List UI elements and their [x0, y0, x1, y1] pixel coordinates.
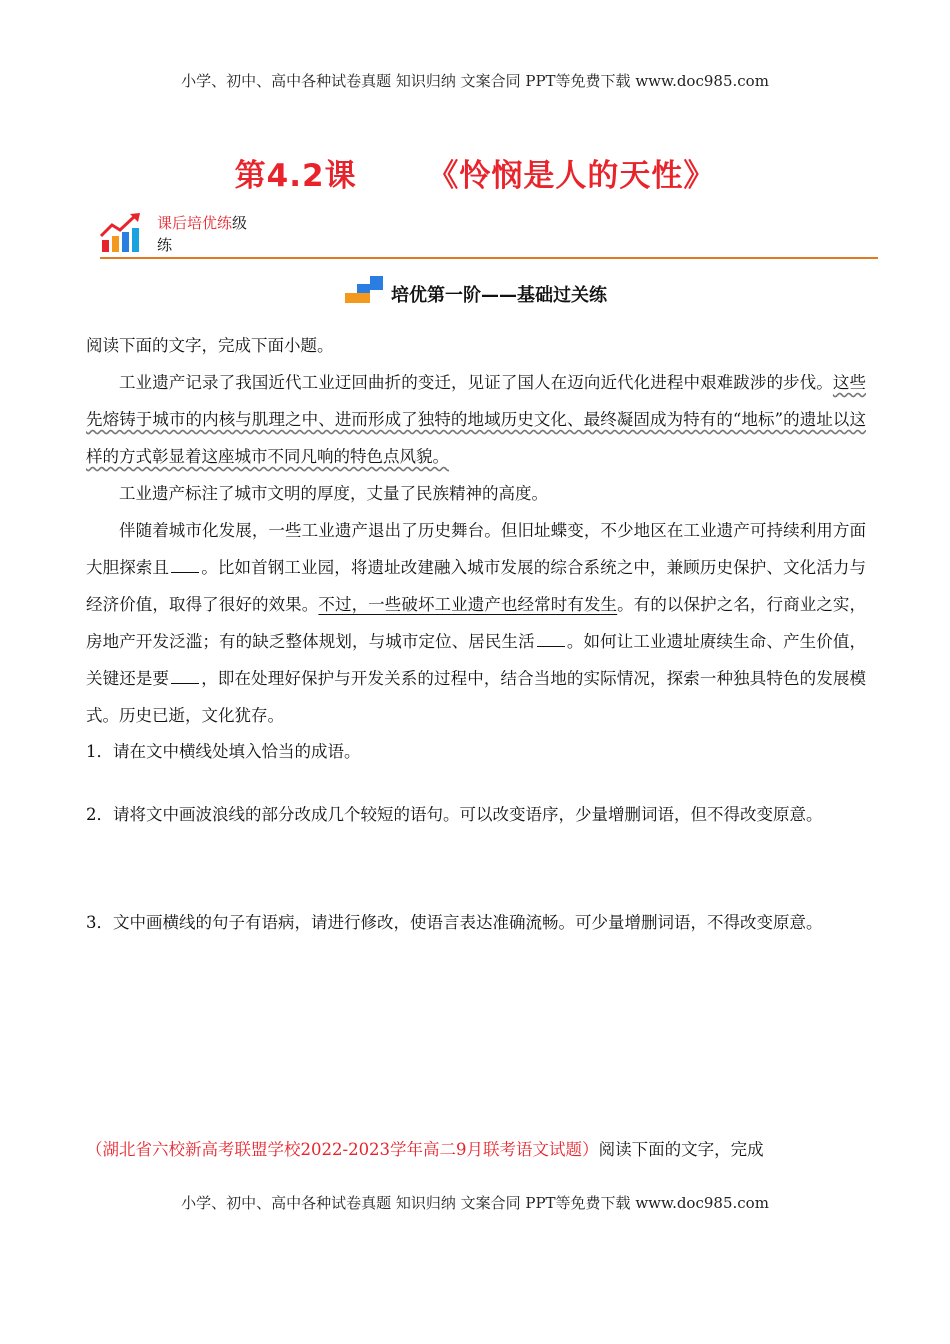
passage-text: 工业遗产记录了我国近代工业迂回曲折的变迁，见证了国人在迈向近代化进程中艰难跋涉的步伐。: [119, 373, 833, 392]
source-line: [86, 1136, 886, 1160]
passage-paragraph-2: 工业遗产标注了城市文明的厚度，丈量了民族精神的高度。: [119, 484, 548, 503]
badge-label: [157, 212, 267, 256]
badge-label-black: 级: [232, 214, 248, 232]
passage-text: ，即在处理好保护与开发关系的过程中，结合当地的实际情况，探索一种独具特色的发展模式。历史已逝，文化犹存。: [86, 669, 867, 725]
question-2: 2．请将文中画波浪线的部分改成几个较短的语句。可以改变语序，少量增删词语，但不得改变原意。: [86, 805, 823, 824]
passage-paragraph-3: [86, 512, 866, 734]
passage-text: 。如何让工业遗址赓续生命、产生价值，关键还是要: [86, 632, 867, 688]
page-header: 小学、初中、高中各种试卷真题 知识归纳 文案合同 PPT等免费下载 www.doc985.com: [181, 72, 769, 90]
passage-text: 。比如首钢工业园，将遗址改建融入城市发展的综合系统之中，兼顾历史保护、文化活力与经济价值，取得了很好的效果。: [86, 558, 867, 614]
lesson-title: 第4.2课 《怜悯是人的天性》: [234, 158, 716, 194]
instruction-text: 阅读下面的文字，完成下面小题。: [86, 336, 334, 355]
wavy-underlined-sentence: 这些先熔铸于城市的内核与肌理之中、进而形成了独特的地域历史文化、最终凝固成为特有的“地标”的遗址以这样的方式彰显着这座城市不同凡响的特色点风貌。: [86, 373, 867, 466]
section-divider: [100, 257, 878, 259]
badge-label-red: 课后培优练: [157, 214, 233, 232]
stairs-icon: [343, 275, 385, 305]
source-citation: （湖北省六校新高考联盟学校2022-2023学年高二9月联考语文试题）: [86, 1140, 599, 1159]
question-3: 3．文中画横线的句子有语病，请进行修改，使语言表达准确流畅。可少量增删词语，不得改变原意。: [86, 913, 823, 932]
practice-badge: [100, 208, 880, 260]
passage-paragraph-1: [86, 364, 866, 475]
section-heading: [0, 275, 950, 307]
underlined-sentence: 不过，一些破坏工业遗产也经常时有发生: [318, 595, 618, 614]
passage-text: 。有的以保护之名，行商业之实，房地产开发泛滥；有的缺乏整体规划，与城市定位、居民生活: [86, 595, 867, 651]
question-1: 1．请在文中横线处填入恰当的成语。: [86, 742, 361, 761]
badge-label-black-2: 练: [157, 236, 173, 254]
growth-chart-icon: [100, 212, 144, 254]
section-title: 培优第一阶——基础过关练: [391, 285, 607, 306]
passage-text: 伴随着城市化发展，一些工业遗产退出了历史舞台。但旧址蝶变，不少地区在工业遗产可持续利用方面大胆探索且: [86, 521, 866, 577]
reading-content: [86, 328, 866, 941]
page-footer: 小学、初中、高中各种试卷真题 知识归纳 文案合同 PPT等免费下载 www.doc985.com: [181, 1194, 769, 1212]
source-instruction: 阅读下面的文字，完成: [598, 1140, 764, 1159]
reading-passage: [86, 364, 866, 734]
fill-blank-2: [537, 632, 565, 647]
fill-blank-3: [171, 669, 199, 684]
fill-blank-1: [171, 558, 199, 573]
